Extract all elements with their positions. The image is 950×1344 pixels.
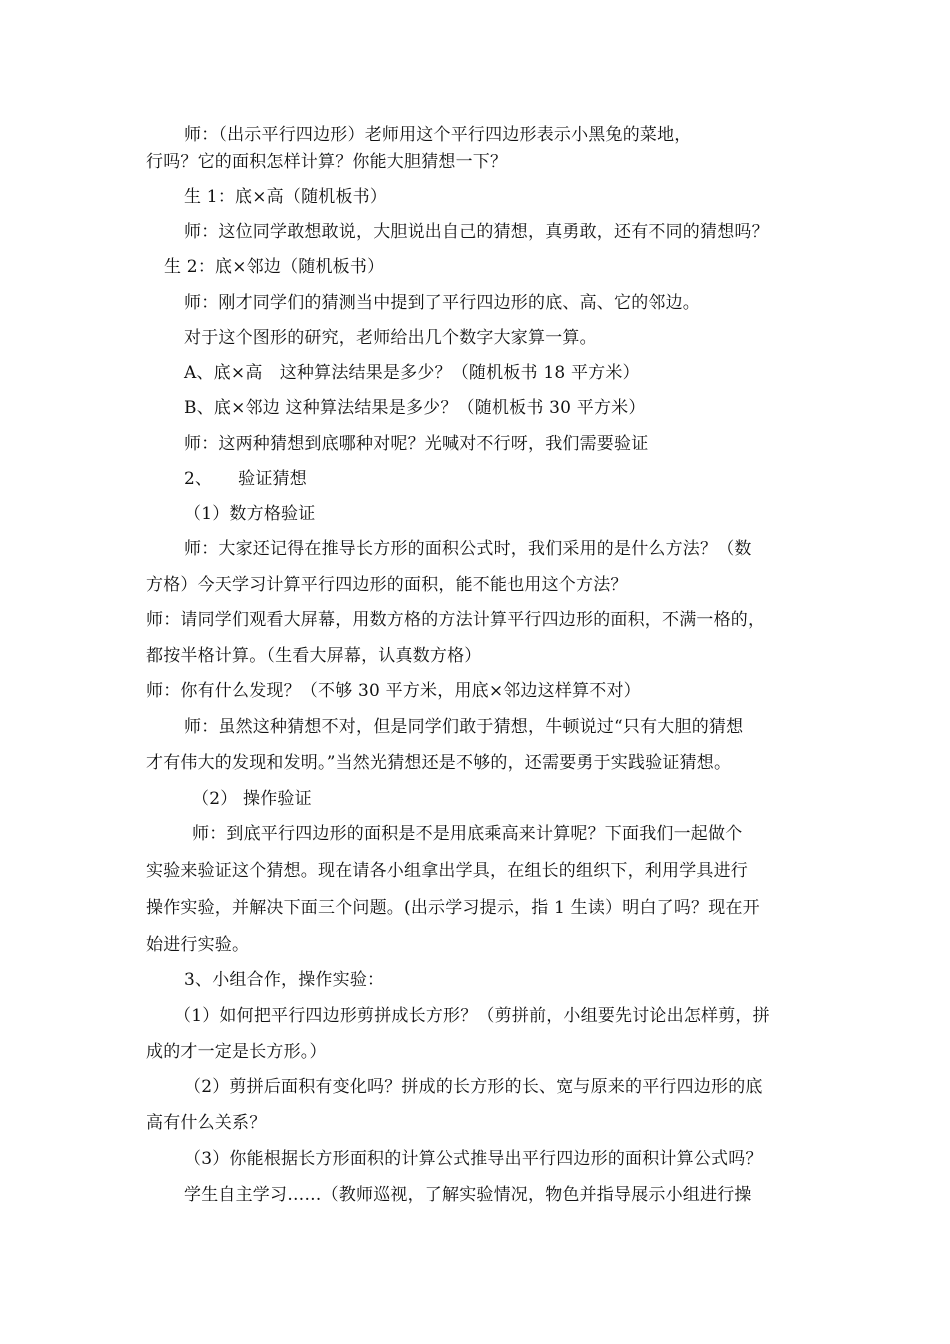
text-line: 师：到底平行四边形的面积是不是用底乘高来计算呢？下面我们一起做个 bbox=[192, 824, 743, 844]
text-line: 行吗？它的面积怎样计算？你能大胆猜想一下？ bbox=[146, 152, 508, 172]
subsection-heading: （2） 操作验证 bbox=[192, 789, 312, 809]
text-line: 生 2：底×邻边（随机板书） bbox=[164, 257, 385, 277]
text-line: 师：虽然这种猜想不对，但是同学们敢于猜想，牛顿说过“只有大胆的猜想 bbox=[184, 717, 744, 737]
text-line: A、底×高 这种算法结果是多少？（随机板书 18 平方米） bbox=[184, 363, 640, 383]
subsection-heading: （1）数方格验证 bbox=[184, 504, 316, 524]
text-line: 方格）今天学习计算平行四边形的面积，能不能也用这个方法？ bbox=[146, 575, 628, 595]
text-line: 始进行实验。 bbox=[146, 935, 250, 955]
text-line: 对于这个图形的研究，老师给出几个数字大家算一算。 bbox=[184, 328, 597, 348]
text-line: 操作实验，并解决下面三个问题。(出示学习提示，指 1 生读）明白了吗？现在开 bbox=[146, 898, 760, 918]
section-heading: 2、 验证猜想 bbox=[184, 469, 307, 489]
question-item: （2）剪拼后面积有变化吗？拼成的长方形的长、宽与原来的平行四边形的底 bbox=[184, 1077, 763, 1097]
text-line: 师：这两种猜想到底哪种对呢？光喊对不行呀，我们需要验证 bbox=[184, 434, 649, 454]
text-line: 师：（出示平行四边形）老师用这个平行四边形表示小黑兔的菜地， bbox=[184, 125, 692, 145]
text-line: 成的才一定是长方形。） bbox=[146, 1042, 327, 1062]
section-heading: 3、小组合作，操作实验： bbox=[184, 970, 385, 990]
text-line: 生 1：底×高（随机板书） bbox=[184, 187, 388, 207]
text-line: 师：你有什么发现？（不够 30 平方米，用底×邻边这样算不对） bbox=[146, 681, 641, 701]
text-line: 学生自主学习……（教师巡视，了解实验情况，物色并指导展示小组进行操 bbox=[184, 1185, 752, 1205]
text-line: 实验来验证这个猜想。现在请各小组拿出学具，在组长的组织下，利用学具进行 bbox=[146, 861, 748, 881]
text-line: 师：大家还记得在推导长方形的面积公式时，我们采用的是什么方法？（数 bbox=[184, 539, 752, 559]
text-line: 才有伟大的发现和发明。”当然光猜想还是不够的，还需要勇于实践验证猜想。 bbox=[146, 753, 732, 773]
text-line: 师：请同学们观看大屏幕，用数方格的方法计算平行四边形的面积，不满一格的， bbox=[146, 610, 766, 630]
text-line: B、底×邻边 这种算法结果是多少？（随机板书 30 平方米） bbox=[184, 398, 646, 418]
text-line: 都按半格计算。（生看大屏幕，认真数方格） bbox=[146, 646, 482, 666]
question-item: （1）如何把平行四边形剪拼成长方形？（剪拼前，小组要先讨论出怎样剪，拼 bbox=[174, 1006, 770, 1026]
question-item: （3）你能根据长方形面积的计算公式推导出平行四边形的面积计算公式吗？ bbox=[184, 1149, 763, 1169]
text-line: 高有什么关系？ bbox=[146, 1113, 267, 1133]
text-line: 师：刚才同学们的猜测当中提到了平行四边形的底、高、它的邻边。 bbox=[184, 293, 700, 313]
text-line: 师：这位同学敢想敢说，大胆说出自己的猜想，真勇敢，还有不同的猜想吗？ bbox=[184, 222, 769, 242]
